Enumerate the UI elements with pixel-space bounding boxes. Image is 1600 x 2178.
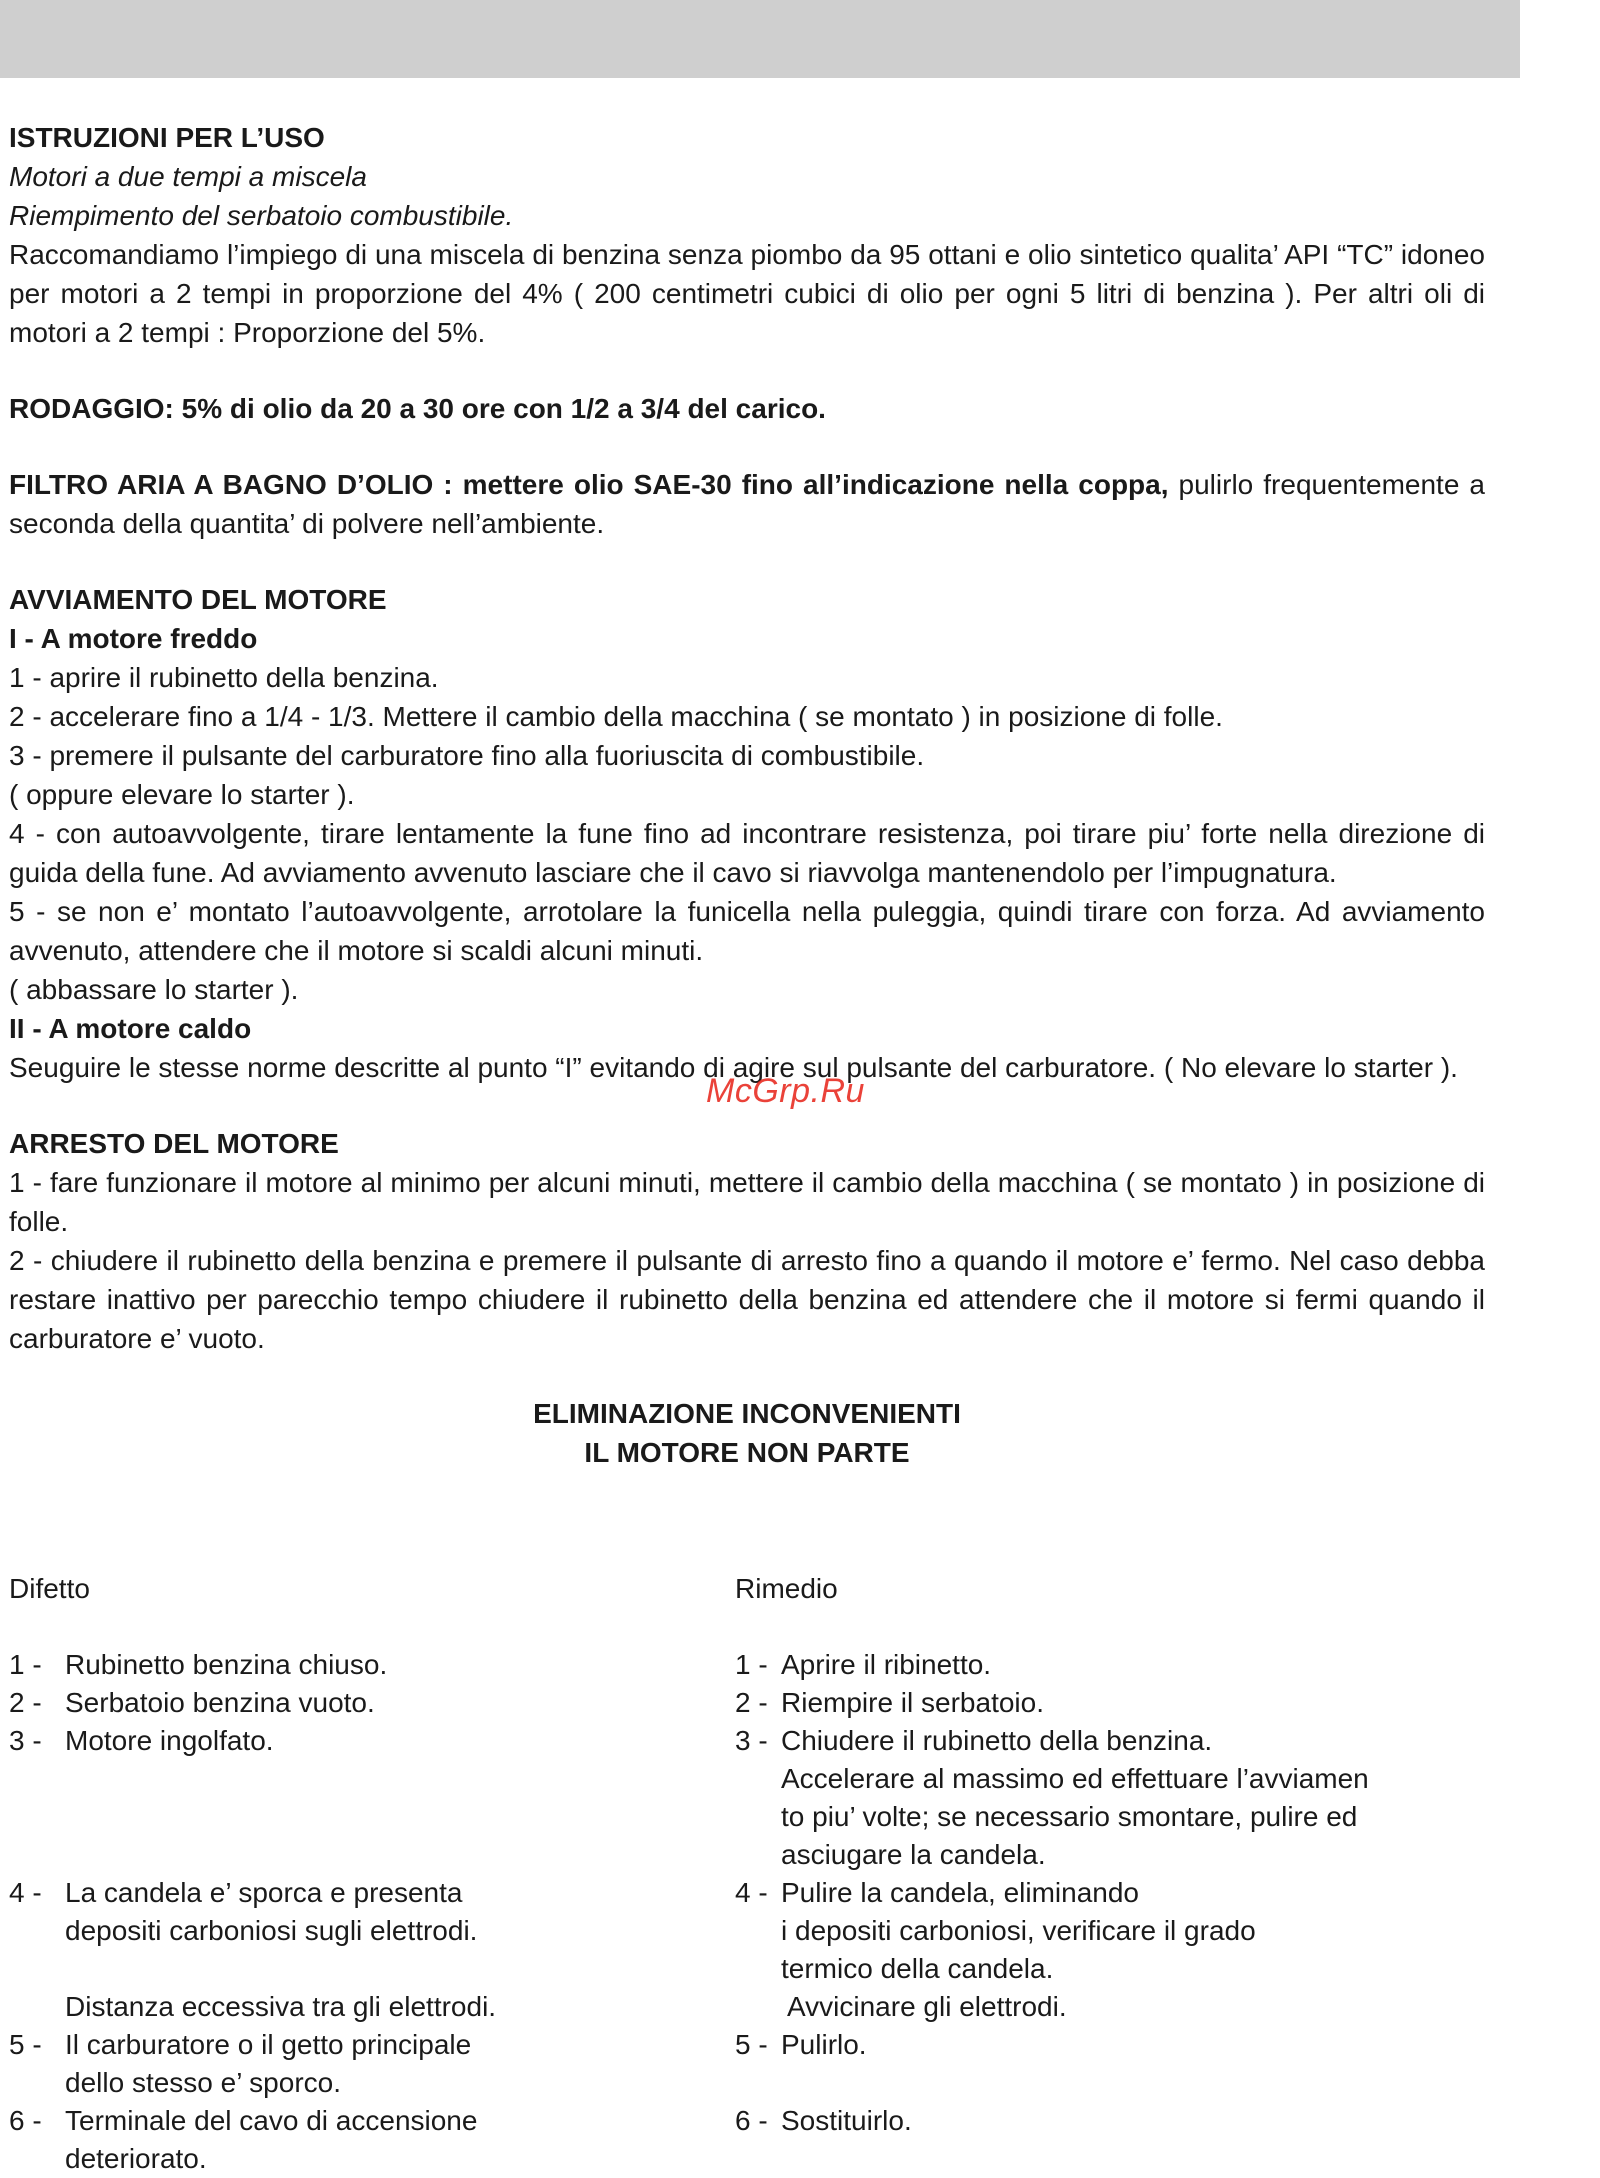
remedy-column	[735, 1570, 1495, 2140]
col-header-defect: Difetto	[9, 1573, 90, 1604]
defect-text: dello stesso e’ sporco.	[65, 2067, 341, 2098]
table-row-cont	[735, 1836, 1495, 1874]
defect-text: depositi carboniosi sugli elettrodi.	[65, 1915, 478, 1946]
row-num: 6 -	[735, 2105, 768, 2136]
remedy-text: asciugare la candela.	[781, 1839, 1046, 1870]
remedy-text: Riempire il serbatoio.	[781, 1687, 1044, 1718]
intro-paragraph: Raccomandiamo l’impiego di una miscela di benzina senza piombo da 95 ottani e olio sintetico qualita’ API “TC” idoneo per motori a 2 tempi in proporzione del 4% ( 200 centimetri cubici di olio per ogni 5 litri di benzina ). Per altri oli di motori a 2 tempi : Proporzione del 5%.	[9, 239, 1485, 348]
doc-subtitle-1: Motori a due tempi a miscela	[9, 161, 367, 192]
arresto-step-2: 2 - chiudere il rubinetto della benzina e premere il pulsante di arresto fino a quando il motore e’ fermo. Nel caso debba restare inattivo per parecchio tempo chiudere il rubinetto della benzina ed attendere che il motore si fermi quando il carburatore e’ vuoto.	[9, 1245, 1485, 1354]
document-body	[9, 118, 1485, 1472]
table-row-cont	[9, 1912, 709, 1950]
row-num: 4 -	[735, 1877, 768, 1908]
defect-text: Il carburatore o il getto principale	[65, 2029, 472, 2060]
table-row-cont	[735, 1950, 1495, 1988]
remedy-text: termico della candela.	[781, 1953, 1054, 1984]
remedy-text: Chiudere il rubinetto della benzina.	[781, 1725, 1213, 1756]
table-row-cont	[735, 1798, 1495, 1836]
table-row	[735, 2102, 1495, 2140]
table-row	[9, 1684, 709, 1722]
defect-text: Terminale del cavo di accensione	[65, 2105, 478, 2136]
defect-text: La candela e’ sporca e presenta	[65, 1877, 463, 1908]
remedy-text: Pulire la candela, eliminando	[781, 1877, 1139, 1908]
rodaggio-line: RODAGGIO: 5% di olio da 20 a 30 ore con 1/2 a 3/4 del carico.	[9, 393, 826, 424]
freddo-step-3-note: ( oppure elevare lo starter ).	[9, 779, 355, 810]
table-row-cont	[735, 1912, 1495, 1950]
avviamento-heading: AVVIAMENTO DEL MOTORE	[9, 584, 387, 615]
defect-text: Rubinetto benzina chiuso.	[65, 1649, 388, 1680]
table-row	[735, 1684, 1495, 1722]
remedy-text: Pulirlo.	[781, 2029, 867, 2060]
freddo-step-2: 2 - accelerare fino a 1/4 - 1/3. Mettere il cambio della macchina ( se montato ) in posizione di folle.	[9, 701, 1223, 732]
freddo-step-5-note: ( abbassare lo starter ).	[9, 974, 299, 1005]
table-row	[9, 1874, 709, 1912]
freddo-step-1: 1 - aprire il rubinetto della benzina.	[9, 662, 439, 693]
row-num: 4 -	[9, 1877, 42, 1908]
table-row	[9, 1722, 709, 1760]
doc-subtitle-2: Riempimento del serbatoio combustibile.	[9, 200, 514, 231]
defect-column	[9, 1570, 709, 2178]
table-row-cont	[735, 1760, 1495, 1798]
defect-text: Serbatoio benzina vuoto.	[65, 1687, 375, 1718]
row-num: 1 -	[9, 1649, 42, 1680]
freddo-step-5: 5 - se non e’ montato l’autoavvolgente, arrotolare la funicella nella puleggia, quindi tirare con forza. Ad avviamento avvenuto, attendere che il motore si scaldi alcuni minuti.	[9, 896, 1485, 966]
header-band	[0, 0, 1520, 78]
table-row	[735, 1722, 1495, 1760]
row-num: 3 -	[9, 1725, 42, 1756]
row-num: 2 -	[9, 1687, 42, 1718]
arresto-heading: ARRESTO DEL MOTORE	[9, 1128, 339, 1159]
filtro-bold: FILTRO ARIA A BAGNO D’OLIO : mettere olio SAE-30 fino all’indicazione nella coppa,	[9, 469, 1169, 500]
defect-text: deteriorato.	[65, 2143, 207, 2174]
table-row	[735, 1646, 1495, 1684]
col-header-remedy: Rimedio	[735, 1573, 838, 1604]
caldo-text: Seuguire le stesse norme descritte al punto “I” evitando di agire sul pulsante del carburatore. ( No elevare lo starter ).	[9, 1052, 1458, 1083]
row-num: 5 -	[9, 2029, 42, 2060]
remedy-text: Aprire il ribinetto.	[781, 1649, 992, 1680]
remedy-text: to piu’ volte; se necessario smontare, pulire ed	[781, 1801, 1358, 1832]
remedy-text: i depositi carboniosi, verificare il grado	[781, 1915, 1256, 1946]
inconvenienti-heading-2: IL MOTORE NON PARTE	[584, 1437, 910, 1468]
caldo-heading: II - A motore caldo	[9, 1013, 252, 1044]
remedy-text: Avvicinare gli elettrodi.	[787, 1991, 1067, 2022]
freddo-step-4: 4 - con autoavvolgente, tirare lentamente la fune fino ad incontrare resistenza, poi tirare piu’ forte nella direzione di guida della fune. Ad avviamento avvenuto lasciare che il cavo si riavvolga mantenendolo per l’impugnatura.	[9, 818, 1485, 888]
table-row	[735, 2026, 1495, 2064]
row-num: 6 -	[9, 2105, 42, 2136]
doc-title: ISTRUZIONI PER L’USO	[9, 122, 325, 153]
table-row-cont	[9, 2064, 709, 2102]
filtro-paragraph	[9, 465, 1485, 543]
inconvenienti-heading-1: ELIMINAZIONE INCONVENIENTI	[533, 1398, 961, 1429]
table-row	[9, 1646, 709, 1684]
watermark: McGrp.Ru	[706, 1072, 865, 1110]
remedy-text: Accelerare al massimo ed effettuare l’avviamen	[781, 1763, 1369, 1794]
table-row	[735, 1988, 1495, 2026]
freddo-heading: I - A motore freddo	[9, 623, 258, 654]
arresto-step-1: 1 - fare funzionare il motore al minimo per alcuni minuti, mettere il cambio della macchina ( se montato ) in posizione di folle.	[9, 1167, 1485, 1237]
remedy-text: Sostituirlo.	[781, 2105, 912, 2136]
table-row	[9, 1988, 709, 2026]
table-row-cont	[9, 2140, 709, 2178]
row-num: 2 -	[735, 1687, 768, 1718]
row-num: 3 -	[735, 1725, 768, 1756]
filtro-normal: pulirlo frequentemente a seconda della quantita’ di polvere nell’ambiente.	[9, 469, 1486, 539]
table-row	[9, 2102, 709, 2140]
table-row	[9, 2026, 709, 2064]
freddo-step-3: 3 - premere il pulsante del carburatore fino alla fuoriuscita di combustibile.	[9, 740, 925, 771]
row-num: 5 -	[735, 2029, 768, 2060]
table-row	[735, 1874, 1495, 1912]
row-num: 1 -	[735, 1649, 768, 1680]
defect-text: Distanza eccessiva tra gli elettrodi.	[65, 1991, 497, 2022]
defect-text: Motore ingolfato.	[65, 1725, 274, 1756]
